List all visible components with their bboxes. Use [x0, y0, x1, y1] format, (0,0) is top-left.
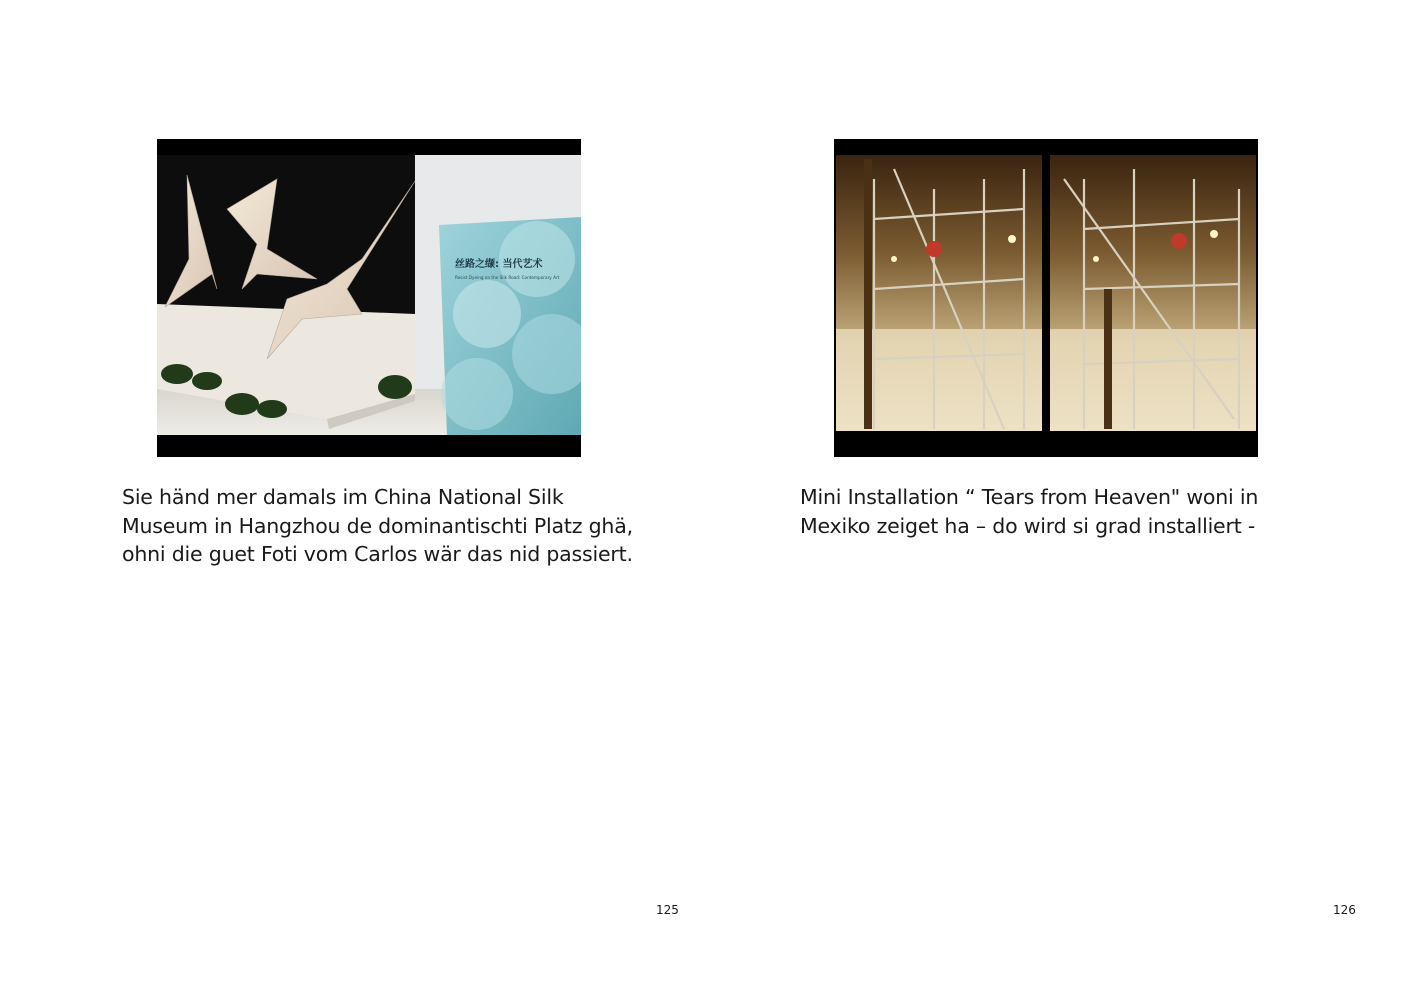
sign-title-en: Resist Dyeing on the Silk Road: Contemporary Art: [455, 275, 560, 280]
scaffold-photo-left: [836, 155, 1042, 431]
sign-title-cn: 丝路之缬: 当代艺术: [455, 259, 543, 270]
right-caption: [800, 483, 1340, 540]
silk-installation-photo: [157, 139, 581, 457]
caption-line: Mini Installation “ Tears from Heaven" woni in: [800, 485, 1259, 509]
installation-diptych-photo: [834, 139, 1258, 457]
left-caption: [122, 483, 662, 569]
caption-line: ohni die guet Foti vom Carlos wär das nid passiert.: [122, 542, 633, 566]
scaffold-photo-right: [1050, 155, 1256, 431]
page-number: 126: [1333, 903, 1356, 917]
caption-line: Sie händ mer damals im China National Silk: [122, 485, 564, 509]
page-number: 125: [656, 903, 679, 917]
right-page: [707, 0, 1414, 1000]
caption-line: Mexiko zeiget ha – do wird si grad installiert -: [800, 513, 1256, 538]
caption-line: Museum in Hangzhou de dominantischti Platz ghä,: [122, 513, 633, 538]
exhibition-sign: [439, 217, 581, 435]
